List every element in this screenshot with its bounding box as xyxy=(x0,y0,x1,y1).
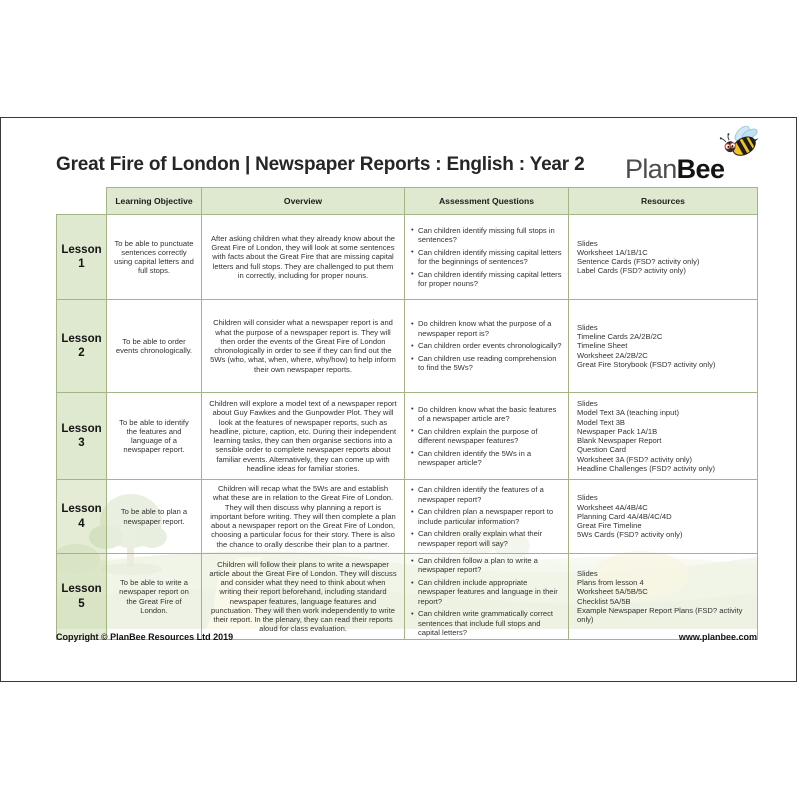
copyright-text: Copyright © PlanBee Resources Ltd 2019 xyxy=(56,632,234,642)
assessment-question-list xyxy=(411,556,564,637)
assessment-question: • Do children know what the purpose of a newspaper report is? xyxy=(411,319,564,338)
assessment-question: • Can children explain the purpose of different newspaper features? xyxy=(411,427,564,446)
learning-objective-cell: To be able to plan a newspaper report. xyxy=(107,480,202,554)
assessment-question-list xyxy=(411,405,564,468)
assessment-questions-cell xyxy=(405,215,569,300)
resources-cell xyxy=(569,480,758,554)
planbee-logo xyxy=(619,124,769,186)
overview-cell: Children will follow their plans to write a newspaper article about the Great Fire of London. They will discuss and consider what they need to think about when writing their report beforehand, including standard newspaper features, language features and punctuation. They will then work independently to write their report. In the plenary, they can read their reports aloud for class evaluation. xyxy=(202,554,405,640)
assessment-question-list xyxy=(411,485,564,548)
col-header-resources: Resources xyxy=(569,188,758,215)
assessment-question: • Can children use reading comprehension to find the 5Ws? xyxy=(411,354,564,373)
lesson-label: Lesson 4 xyxy=(57,480,107,554)
resource-item: Example Newspaper Report Plans (FSD? activity only) xyxy=(577,605,743,624)
lesson-row xyxy=(57,300,758,393)
lesson-plan-table xyxy=(56,187,758,640)
resource-list xyxy=(577,493,753,539)
assessment-question: • Can children identify the features of a newspaper report? xyxy=(411,485,564,504)
lesson-label: Lesson 3 xyxy=(57,393,107,480)
lesson-row xyxy=(57,480,758,554)
resource-list xyxy=(577,399,753,473)
assessment-question: • Can children plan a newspaper report to include particular information? xyxy=(411,507,564,526)
resource-item: Worksheet 4A/4B/4C xyxy=(577,502,648,512)
lesson-label: Lesson 1 xyxy=(57,215,107,300)
resource-item: Slides xyxy=(577,399,598,408)
assessment-questions-cell xyxy=(405,393,569,480)
resource-item: Worksheet 5A/5B/5C xyxy=(577,587,648,597)
resource-list xyxy=(577,569,753,625)
assessment-questions-cell xyxy=(405,480,569,554)
lesson-row xyxy=(57,554,758,640)
resource-item: Planning Card 4A/4B/4C/4D xyxy=(577,511,672,521)
lesson-plan-page xyxy=(0,117,797,682)
assessment-questions-cell xyxy=(405,300,569,393)
resource-item: Great Fire Storybook (FSD? activity only) xyxy=(577,359,716,369)
assessment-question: • Can children follow a plan to write a newspaper report? xyxy=(411,556,564,575)
resource-item: Timeline Cards 2A/2B/2C xyxy=(577,332,663,342)
resource-item: Worksheet 3A (FSD? activity only) xyxy=(577,454,693,464)
col-header-overview: Overview xyxy=(202,188,405,215)
resource-item: Slides xyxy=(577,238,598,248)
assessment-question: • Can children identify missing full stops in sentences? xyxy=(411,226,564,245)
resources-cell xyxy=(569,554,758,640)
overview-cell: After asking children what they already know about the Great Fire of London, they will look at some sentences with facts about the Great Fire that are missing capital letters and full stops. They are challenged to put them in correctly, including for proper nouns. xyxy=(202,215,405,300)
learning-objective-cell: To be able to write a newspaper report on the Great Fire of London. xyxy=(107,554,202,640)
lesson-row xyxy=(57,393,758,480)
overview-cell: Children will explore a model text of a newspaper report about Guy Fawkes and the Gunpowder Plot. They will look at the features of newspaper reports, such as headline, picture, caption, etc. During their independent learning tasks, they can then organise sections into a sensible order to complete newspaper reports about familiar events. Alternatively, they can come up with headline ideas for familiar stories. xyxy=(202,393,405,480)
resources-cell xyxy=(569,300,758,393)
lesson-label: Lesson 2 xyxy=(57,300,107,393)
assessment-question: • Can children order events chronologically? xyxy=(411,341,564,350)
col-header-assessment-questions: Assessment Questions xyxy=(405,188,569,215)
bee-icon xyxy=(719,124,765,164)
lesson-label: Lesson 5 xyxy=(57,554,107,640)
resource-item: Headline Challenges (FSD? activity only) xyxy=(577,463,716,473)
resource-item: Model Text 3B xyxy=(577,417,625,427)
assessment-question: • Can children identify missing capital letters for proper nouns? xyxy=(411,270,564,289)
learning-objective-cell: To be able to identify the features and language of a newspaper report. xyxy=(107,393,202,480)
resource-item: Blank Newspaper Report xyxy=(577,436,662,445)
resource-item: Timeline Sheet xyxy=(577,341,628,351)
resource-item: Sentence Cards (FSD? activity only) xyxy=(577,257,700,266)
resources-cell xyxy=(569,393,758,480)
corner-cell xyxy=(57,188,107,215)
website-text: www.planbee.com xyxy=(678,632,757,642)
resource-item: Great Fire Timeline xyxy=(577,521,642,531)
assessment-question: • Can children identify missing capital letters for the beginnings of sentences? xyxy=(411,248,564,267)
lesson-row xyxy=(57,215,758,300)
assessment-question: • Can children include appropriate newspaper features and language in their report? xyxy=(411,578,564,606)
col-header-learning-objective: Learning Objective xyxy=(107,188,202,215)
page-title: Great Fire of London | Newspaper Reports : English : Year 2 xyxy=(56,154,585,175)
resource-item: Slides xyxy=(577,493,598,503)
assessment-question: • Can children write grammatically correct sentences that include full stops and capital letters? xyxy=(411,609,564,637)
resource-item: Plans from lesson 4 xyxy=(577,578,644,587)
header-row xyxy=(57,188,758,215)
assessment-question: • Can children orally explain what their newspaper report will say? xyxy=(411,529,564,548)
assessment-question: • Can children identify the 5Ws in a newspaper article? xyxy=(411,449,564,468)
resource-item: Question Card xyxy=(577,445,626,455)
resource-list xyxy=(577,323,753,369)
overview-cell: Children will recap what the 5Ws are and establish what these are in relation to the Great Fire of London. They will then discuss why planning a report is important before writing. They will then complete a plan about a newspaper report on the Great Fire of London, choosing a particular focus for their story. There is also the chance to orally describe their plan to a partner. xyxy=(202,480,405,554)
logo-bee-text: Bee xyxy=(676,154,725,184)
resource-item: Slides xyxy=(577,322,598,332)
resource-item: Worksheet 2A/2B/2C xyxy=(577,350,648,360)
page-footer xyxy=(56,632,757,642)
assessment-question: • Do children know what the basic features of a newspaper article are? xyxy=(411,405,564,424)
resource-list xyxy=(577,239,753,276)
resource-item: Label Cards (FSD? activity only) xyxy=(577,266,686,276)
resource-item: 5Ws Cards (FSD? activity only) xyxy=(577,530,683,540)
learning-objective-cell: To be able to order events chronologically. xyxy=(107,300,202,393)
resources-cell xyxy=(569,215,758,300)
resource-item: Newspaper Pack 1A/1B xyxy=(577,426,658,436)
overview-cell: Children will consider what a newspaper report is and what the purpose of a newspaper report is. They will then order the events of the Great Fire of London chronologically in order to see if they can find out the 5Ws (who, what, when, where, why/how) to help inform their own newspaper reports. xyxy=(202,300,405,393)
planbee-wordmark xyxy=(625,154,724,185)
resource-item: Checklist 5A/5B xyxy=(577,596,631,606)
assessment-question-list xyxy=(411,226,564,289)
resource-item: Model Text 3A (teaching input) xyxy=(577,408,680,418)
logo-plan-text: Plan xyxy=(625,154,677,184)
resource-item: Slides xyxy=(577,568,598,578)
assessment-questions-cell xyxy=(405,554,569,640)
learning-objective-cell: To be able to punctuate sentences correctly using capital letters and full stops. xyxy=(107,215,202,300)
resource-item: Worksheet 1A/1B/1C xyxy=(577,247,648,257)
assessment-question-list xyxy=(411,319,564,372)
